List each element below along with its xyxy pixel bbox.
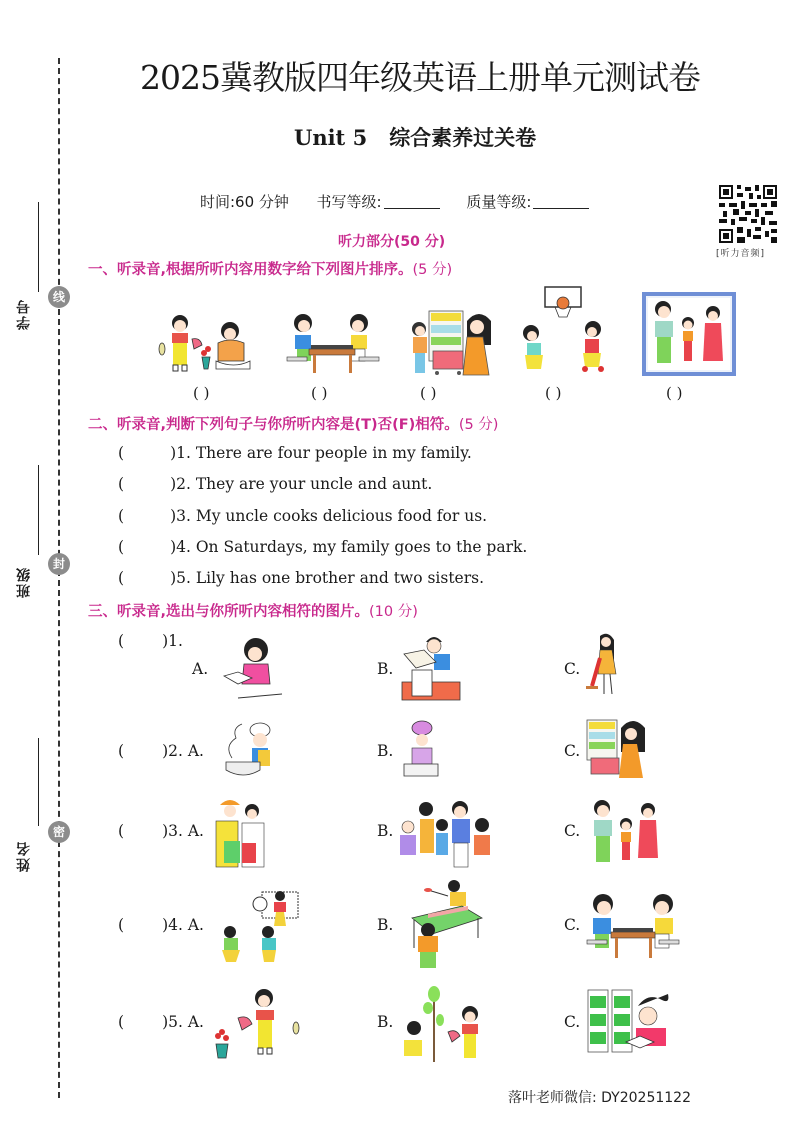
tf-item-3 xyxy=(118,507,487,525)
q2-option-c-label[interactable]: C. xyxy=(564,742,581,760)
section2-points: (5 分) xyxy=(458,417,499,433)
subtitle-text: 综合素养过关卷 xyxy=(389,125,537,150)
q4-option-b-image[interactable] xyxy=(398,878,484,970)
picture-shopping xyxy=(405,307,497,379)
tf-statement: 1. There are four people in my family. xyxy=(176,444,472,462)
page-title: 2025冀教版四年级英语上册单元测试卷 xyxy=(140,58,700,97)
tf-open-paren[interactable]: ( xyxy=(118,569,125,587)
q5-option-a-image[interactable] xyxy=(212,988,302,1062)
q5-option-c-label[interactable]: C. xyxy=(564,1013,581,1031)
class-blank[interactable] xyxy=(38,465,39,555)
class-label: 班级 xyxy=(16,566,32,598)
section3-title xyxy=(88,600,418,621)
tf-statement: 2. They are your uncle and aunt. xyxy=(176,475,433,493)
student-id-label: 学号 xyxy=(16,298,32,330)
quality-grade-blank[interactable] xyxy=(533,208,589,209)
tf-item-2 xyxy=(118,475,432,493)
q1-number[interactable]: ( )1. xyxy=(118,632,183,650)
tf-statement: 3. My uncle cooks delicious food for us. xyxy=(176,507,488,525)
q4-number[interactable]: ( )4. A. xyxy=(118,916,204,934)
q5-option-b-label[interactable]: B. xyxy=(377,1013,394,1031)
writing-grade-label: 书写等级: xyxy=(316,193,382,211)
s1-answer-blank-5[interactable]: ( ) xyxy=(666,384,683,402)
q3-option-c-label[interactable]: C. xyxy=(564,822,581,840)
q1-option-b-label[interactable]: B. xyxy=(377,660,394,678)
binding-dashed-line xyxy=(58,58,60,1098)
q3-option-c-image[interactable] xyxy=(588,798,660,864)
time-label: 时间:60 分钟 xyxy=(200,193,289,211)
q2-option-c-image[interactable] xyxy=(585,718,649,782)
q3-option-a-image[interactable] xyxy=(212,797,268,869)
tf-statement: 4. On Saturdays, my family goes to the park. xyxy=(176,538,528,556)
section1-title xyxy=(88,258,452,279)
q2-option-a-image[interactable] xyxy=(218,722,282,784)
writing-grade-blank[interactable] xyxy=(384,208,440,209)
name-label: 姓名 xyxy=(16,840,32,872)
tf-item-5 xyxy=(118,569,484,587)
name-blank[interactable] xyxy=(38,738,39,826)
q1-option-a-label[interactable]: A. xyxy=(192,660,209,678)
q2-option-b-image[interactable] xyxy=(398,720,444,784)
tf-open-paren[interactable]: ( xyxy=(118,444,125,462)
tf-item-4 xyxy=(118,538,527,556)
qr-code-icon[interactable] xyxy=(719,185,777,243)
unit-subtitle xyxy=(294,122,536,152)
section1-title-text: 一、听录音,根据所听内容用数字给下列图片排序。 xyxy=(88,262,413,278)
s1-answer-blank-2[interactable]: ( ) xyxy=(311,384,328,402)
tf-close-paren: ) xyxy=(170,507,177,525)
q5-option-b-image[interactable] xyxy=(398,984,492,1064)
q1-option-c-image[interactable] xyxy=(584,632,628,702)
s1-answer-blank-3[interactable]: ( ) xyxy=(420,384,437,402)
tf-close-paren: ) xyxy=(170,569,177,587)
section3-title-text: 三、听录音,选出与你所听内容相符的图片。 xyxy=(88,604,370,620)
picture-watering-flowers xyxy=(158,313,258,375)
qr-caption: [听力音频] xyxy=(716,249,766,259)
picture-family-portrait xyxy=(641,291,737,377)
student-id-blank[interactable] xyxy=(38,202,39,292)
picture-basketball xyxy=(515,285,611,377)
q3-option-b-image[interactable] xyxy=(398,795,494,869)
tf-statement: 5. Lily has one brother and two sisters. xyxy=(176,569,485,587)
tf-close-paren: ) xyxy=(170,444,177,462)
q5-number[interactable]: ( )5. A. xyxy=(118,1013,204,1031)
q4-option-a-image[interactable] xyxy=(218,886,302,966)
picture-playing-chess xyxy=(285,313,381,375)
s1-answer-blank-4[interactable]: ( ) xyxy=(545,384,562,402)
exam-meta xyxy=(200,191,611,212)
binding-marker-xian: 线 xyxy=(48,286,70,308)
q4-option-c-image[interactable] xyxy=(585,892,681,962)
tf-item-1 xyxy=(118,444,472,462)
q2-number[interactable]: ( )2. A. xyxy=(118,742,204,760)
q5-option-c-image[interactable] xyxy=(586,986,672,1058)
q2-option-b-label[interactable]: B. xyxy=(377,742,394,760)
section2-title-text: 二、听录音,判断下列句子与你所听内容是(T)否(F)相符。 xyxy=(88,417,459,433)
q3-option-b-label[interactable]: B. xyxy=(377,822,394,840)
q1-option-c-label[interactable]: C. xyxy=(564,660,581,678)
q4-option-c-label[interactable]: C. xyxy=(564,916,581,934)
binding-marker-mi: 密 xyxy=(48,821,70,843)
q1-option-a-image[interactable] xyxy=(218,636,284,702)
quality-grade-label: 质量等级: xyxy=(466,193,532,211)
s1-answer-blank-1[interactable]: ( ) xyxy=(193,384,210,402)
listening-part-title: 听力部分(50 分) xyxy=(338,234,446,250)
q3-number[interactable]: ( )3. A. xyxy=(118,822,204,840)
unit-number: Unit 5 xyxy=(294,125,368,150)
binding-marker-feng: 封 xyxy=(48,553,70,575)
q1-option-b-image[interactable] xyxy=(398,632,466,706)
section3-points: (10 分) xyxy=(369,604,418,620)
tf-close-paren: ) xyxy=(170,538,177,556)
tf-open-paren[interactable]: ( xyxy=(118,538,125,556)
section1-points: (5 分) xyxy=(412,262,453,278)
section2-title xyxy=(88,413,498,434)
footer-contact: 落叶老师微信: DY20251122 xyxy=(508,1090,691,1106)
q4-option-b-label[interactable]: B. xyxy=(377,916,394,934)
tf-open-paren[interactable]: ( xyxy=(118,475,125,493)
tf-close-paren: ) xyxy=(170,475,177,493)
tf-open-paren[interactable]: ( xyxy=(118,507,125,525)
